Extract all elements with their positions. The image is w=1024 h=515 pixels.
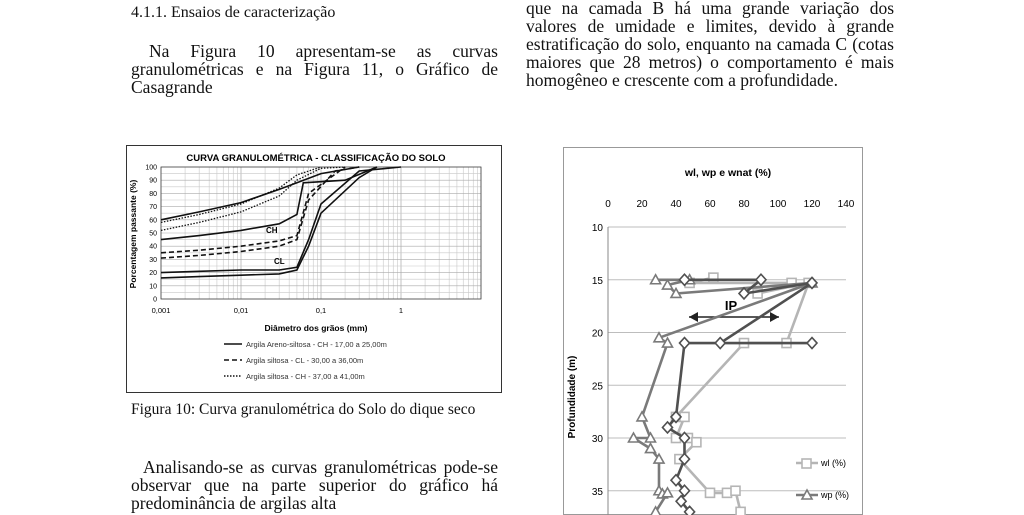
y-axis-label: Porcentagem passante (%) [128,179,138,289]
y-tick-label: 20 [591,328,603,340]
annotation-ch: CH [266,226,278,235]
y-tick-label: 10 [149,283,157,291]
y-tick-label: 20 [149,270,157,278]
x-tick-label: 0 [605,199,611,210]
data-point-square [692,438,701,447]
section-heading: 4.1.1. Ensaios de caracterização [131,4,336,21]
legend-entry: Argila siltosa - CL - 30,00 a 36,00m [246,356,364,365]
y-tick-label: 60 [149,217,157,225]
paragraph-line: gráfico há predominância de argilas alta [131,475,499,513]
annotation-cl: CL [274,257,285,266]
data-point-square [706,488,715,497]
y-tick-label: 80 [149,190,157,198]
legend-entry: wp (%) [821,490,850,500]
x-tick-label: 60 [704,199,716,210]
legend-entry: Argila Areno-siltosa - CH - 17,00 a 25,00m [246,340,387,349]
y-tick-label: 50 [149,230,157,238]
x-tick-label: 0,01 [233,306,249,315]
y-axis-label: Profundidade (m) [567,355,578,439]
data-point-square [731,486,740,495]
paragraph-line: granulométricas e na Figura 11, o Gráfico de [131,59,498,79]
x-tick-label: 140 [837,199,855,210]
x-tick-label: 0,1 [315,306,327,315]
x-tick-label: 0,001 [151,306,171,315]
paragraph-line: maiores que 28 metros) o comportamento é mais [526,52,894,72]
legend-entry: Argila siltosa - CH - 37,00 a 41,00m [246,372,365,381]
x-tick-label: 120 [803,199,821,210]
y-tick-label: 30 [591,434,603,445]
y-tick-label: 35 [591,486,603,498]
paragraph-line: que na camada B há uma grande variação dos [526,0,894,18]
figure-10-caption: Figura 10: Curva granulométrica do Solo do dique seco [131,401,476,418]
paragraph-line: homogêneo e crescente com a profundidade. [526,70,838,90]
x-tick-label: 40 [670,199,682,210]
ip-label: IP [724,298,738,313]
y-tick-label: 90 [149,177,157,185]
paragraph-layer-description [526,0,894,89]
y-tick-label: 40 [149,243,157,251]
paragraph-line: Casagrande [131,77,213,97]
granulometric-chart [126,145,502,393]
atterberg-limits-chart [563,147,863,515]
legend-marker-square [802,459,811,468]
paragraph-analysis [131,458,498,512]
data-point-square [723,488,732,497]
y-tick-label: 10 [591,223,603,234]
data-point-square [736,507,745,515]
y-tick-label: 30 [149,256,157,264]
chart-grid [161,167,481,299]
legend [224,340,387,381]
paragraph-line: Na Figura 10 apresentam-se as curvas [149,41,498,61]
x-tick-label: 1 [398,306,404,315]
y-tick-label: 100 [145,164,157,172]
legend-entry: wl (%) [821,458,846,468]
chart-title: CURVA GRANULOMÉTRICA - CLASSIFICAÇÃO DO SOLO [186,153,446,164]
paragraph-line: valores de umidade e limites, devido à grande [526,16,894,36]
y-tick-label: 15 [591,275,603,287]
x-tick-label: 80 [738,199,750,210]
chart-title: wl, wp e wnat (%) [684,167,772,179]
y-tick-label: 25 [591,381,603,393]
paragraph-line: estratificação do solo, enquanto na camada C (cotas [526,34,894,54]
paragraph-line: Analisando-se as curvas granulométricas [143,457,437,477]
x-axis-label: Diâmetro dos grãos (mm) [264,323,368,333]
x-tick-label: 20 [636,199,648,210]
y-tick-label: 0 [153,296,157,304]
paragraph-figures-intro [131,42,498,96]
x-tick-label: 100 [769,199,787,210]
y-tick-label: 70 [149,204,157,212]
paragraph-line: pode-se observar que na parte superior do [131,457,498,495]
